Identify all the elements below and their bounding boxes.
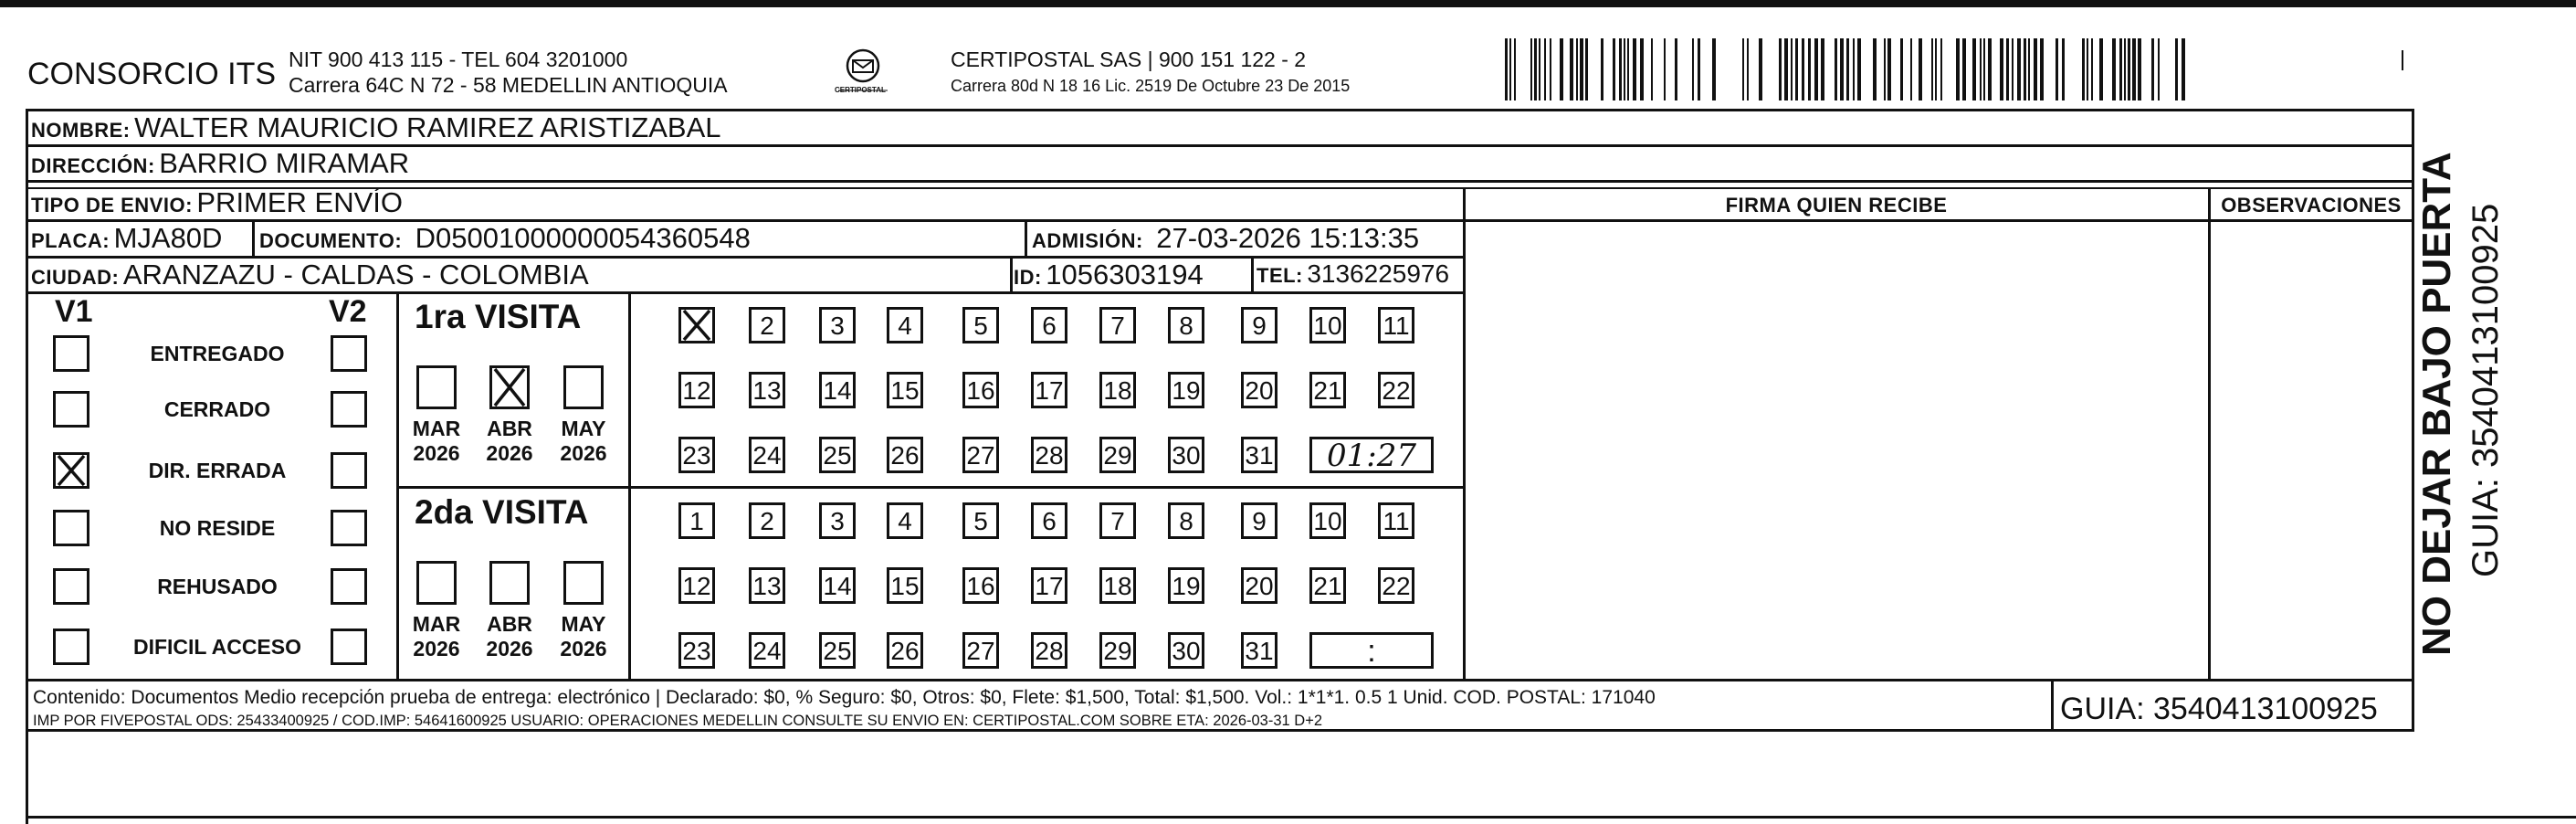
documento-value: D05001000000054360548 (415, 222, 751, 254)
visit-1-day-14[interactable]: 14 (819, 567, 856, 604)
observaciones-header: OBSERVACIONES (2221, 194, 2402, 217)
visit-0-day-8[interactable]: 8 (1168, 307, 1204, 343)
visit-1-day-23[interactable]: 23 (678, 632, 715, 669)
direccion-value: BARRIO MIRAMAR (159, 147, 410, 179)
visit-0-day-3[interactable]: 3 (819, 307, 856, 343)
v2-checkbox-0[interactable] (331, 335, 367, 372)
company-address: Carrera 64C N 72 - 58 MEDELLIN ANTIOQUIA (289, 73, 728, 97)
col-firma-left (1463, 187, 1466, 681)
visit-1-day-22[interactable]: 22 (1378, 567, 1414, 604)
visit-1-day-18[interactable]: 18 (1099, 567, 1136, 604)
visit-1-day-20[interactable]: 20 (1241, 567, 1277, 604)
visit-1-day-19[interactable]: 19 (1168, 567, 1204, 604)
v1-checkbox-0[interactable] (53, 335, 89, 372)
tel-value: 3136225976 (1307, 259, 1450, 288)
documento-label: DOCUMENTO: (259, 229, 403, 252)
visit-0-day-31[interactable]: 31 (1241, 437, 1277, 473)
visit-0-day-6[interactable]: 6 (1031, 307, 1067, 343)
footer-guia-divider (2051, 679, 2054, 732)
company-nit-tel: NIT 900 413 115 - TEL 604 3201000 (289, 48, 628, 71)
id-divider (1010, 256, 1013, 291)
ciudad-value: ARANZAZU - CALDAS - COLOMBIA (122, 259, 589, 291)
visit-1-day-30[interactable]: 30 (1168, 632, 1204, 669)
side-notice: NO DEJAR BAJO PUERTA (2414, 152, 2459, 656)
visit-0-day-17[interactable]: 17 (1031, 372, 1067, 408)
visit-0-day-27[interactable]: 27 (962, 437, 999, 473)
lower-bottom-line (26, 816, 2576, 819)
visit-1-day-16[interactable]: 16 (962, 567, 999, 604)
v2-checkbox-4[interactable] (331, 568, 367, 605)
visit-1-month-label-0: MAR 2026 (412, 612, 461, 660)
visit-0-month-label-2: MAY 2026 (560, 417, 607, 465)
visit-1-day-21[interactable]: 21 (1309, 567, 1346, 604)
status-label-4: REHUSADO (157, 575, 278, 598)
visit-0-day-21[interactable]: 21 (1309, 372, 1346, 408)
visit-0-day-29[interactable]: 29 (1099, 437, 1136, 473)
visit-0-day-24[interactable]: 24 (749, 437, 785, 473)
status-label-3: NO RESIDE (159, 516, 276, 540)
visit-0-day-14[interactable]: 14 (819, 372, 856, 408)
frame-left (26, 109, 28, 732)
admision-label: ADMISIÓN: (1032, 229, 1143, 252)
visit-0-month-checkbox-0[interactable] (416, 365, 457, 409)
direccion-label: DIRECCIÓN: (31, 154, 155, 177)
tipo-envio-label: TIPO DE ENVIO: (31, 194, 193, 217)
logo-caption: CERTIPOSTAL (835, 86, 886, 94)
visit-1-day-26[interactable]: 26 (887, 632, 923, 669)
status-label-1: CERRADO (163, 397, 271, 421)
row-line-6 (26, 291, 1466, 294)
v1-checkbox-4[interactable] (53, 568, 89, 605)
nombre-value: WALTER MAURICIO RAMIREZ ARISTIZABAL (134, 111, 721, 143)
visit-0-day-20[interactable]: 20 (1241, 372, 1277, 408)
visit-0-day-1[interactable] (678, 307, 715, 343)
v1-checkbox-1[interactable] (53, 391, 89, 428)
visit-1-day-29[interactable]: 29 (1099, 632, 1136, 669)
visit-1-day-15[interactable]: 15 (887, 567, 923, 604)
visit-1-day-12[interactable]: 12 (678, 567, 715, 604)
visit-0-day-5[interactable]: 5 (962, 307, 999, 343)
visit-1-day-4[interactable]: 4 (887, 502, 923, 539)
admision-value: 27-03-2026 15:13:35 (1156, 222, 1420, 254)
status-label-5: DIFICIL ACCESO (132, 635, 301, 659)
v1-checkbox-2[interactable] (53, 452, 89, 489)
visit-0-day-26[interactable]: 26 (887, 437, 923, 473)
visit-1-day-5[interactable]: 5 (962, 502, 999, 539)
visit-0-day-23[interactable]: 23 (678, 437, 715, 473)
tipo-envio-value: PRIMER ENVÍO (196, 186, 404, 218)
visit-title-1: 2da VISITA (415, 493, 589, 531)
row-line-7 (26, 679, 2414, 681)
ciudad-label: CIUDAD: (31, 266, 120, 289)
visit-1-day-10[interactable]: 10 (1309, 502, 1346, 539)
visit-0-day-25[interactable]: 25 (819, 437, 856, 473)
visit-0-day-9[interactable]: 9 (1241, 307, 1277, 343)
nombre-label: NOMBRE: (31, 119, 131, 142)
company-name: CONSORCIO ITS (27, 57, 277, 91)
visit-0-day-13[interactable]: 13 (749, 372, 785, 408)
visit-0-time-box[interactable]: 01:27 (1309, 437, 1434, 473)
visit-0-month-checkbox-1[interactable] (489, 365, 530, 409)
visit-1-day-3[interactable]: 3 (819, 502, 856, 539)
placa-divider (252, 219, 255, 256)
visit-0-day-11[interactable]: 11 (1378, 307, 1414, 343)
visit-row-divider (396, 486, 1465, 489)
tel-label: TEL: (1256, 264, 1303, 287)
visit-0-day-15[interactable]: 15 (887, 372, 923, 408)
v1-checkbox-5[interactable] (53, 629, 89, 665)
row-line-2 (26, 180, 2414, 183)
footer-imp: IMP POR FIVEPOSTAL ODS: 25433400925 / COD.IMP: 54641600925 USUARIO: OPERACIONES MEDELLIN CONSULTE SU ENVIO EN: CERTIPOSTAL.COM SOBRE ETA: 2026-03-31 D+2 (33, 713, 1323, 729)
visit-1-day-2[interactable]: 2 (749, 502, 785, 539)
visit-1-month-checkbox-1[interactable] (489, 561, 530, 605)
barcode (1505, 38, 2186, 100)
carrier-license: Carrera 80d N 18 16 Lic. 2519 De Octubre 23 De 2015 (951, 77, 1351, 95)
visit-0-day-10[interactable]: 10 (1309, 307, 1346, 343)
placa-label: PLACA: (31, 229, 110, 252)
visit-1-day-1[interactable]: 1 (678, 502, 715, 539)
visit-1-day-24[interactable]: 24 (749, 632, 785, 669)
v2-checkbox-2[interactable] (331, 452, 367, 489)
visit-1-day-25[interactable]: 25 (819, 632, 856, 669)
visit-1-day-27[interactable]: 27 (962, 632, 999, 669)
v1-label: V1 (55, 294, 93, 329)
visit-0-day-19[interactable]: 19 (1168, 372, 1204, 408)
lower-left-line (26, 732, 28, 824)
visit-0-day-16[interactable]: 16 (962, 372, 999, 408)
visit-1-time-box[interactable]: : (1309, 632, 1434, 669)
top-scan-border (0, 0, 2576, 7)
footer-contenido: Contenido: Documentos Medio recepción prueba de entrega: electrónico | Declarado: $0, % Seguro: $0, Otros: $0, Flete: $1,500, Total: $1,500. Vol.: 1*1*1. 0.5 1 Unid. COD. POSTAL: 171040 (33, 687, 1656, 708)
visit-0-day-18[interactable]: 18 (1099, 372, 1136, 408)
id-label: ID: (1014, 266, 1042, 289)
footer-guia: GUIA: 3540413100925 (2060, 692, 2378, 726)
visit-0-day-4[interactable]: 4 (887, 307, 923, 343)
v1-checkbox-3[interactable] (53, 510, 89, 546)
col-observaciones-left (2208, 187, 2211, 681)
v2-checkbox-1[interactable] (331, 391, 367, 428)
visit-0-month-label-0: MAR 2026 (412, 417, 461, 465)
visit-1-day-17[interactable]: 17 (1031, 567, 1067, 604)
visit-0-day-22[interactable]: 22 (1378, 372, 1414, 408)
visit-1-day-6[interactable]: 6 (1031, 502, 1067, 539)
visit-1-month-label-1: ABR 2026 (486, 612, 533, 660)
scan-tick (2402, 50, 2403, 70)
visit-0-day-28[interactable]: 28 (1031, 437, 1067, 473)
visit-1-day-8[interactable]: 8 (1168, 502, 1204, 539)
visit-1-month-label-2: MAY 2026 (560, 612, 607, 660)
v2-checkbox-3[interactable] (331, 510, 367, 546)
visit-1-day-28[interactable]: 28 (1031, 632, 1067, 669)
visit-1-day-9[interactable]: 9 (1241, 502, 1277, 539)
visit-1-day-7[interactable]: 7 (1099, 502, 1136, 539)
v2-label: V2 (329, 294, 367, 329)
visit-title-0: 1ra VISITA (415, 298, 582, 335)
status-label-0: ENTREGADO (150, 342, 285, 365)
visit-0-month-checkbox-2[interactable] (563, 365, 604, 409)
visit-0-day-30[interactable]: 30 (1168, 437, 1204, 473)
visit-1-month-checkbox-2[interactable] (563, 561, 604, 605)
firma-header: FIRMA QUIEN RECIBE (1725, 194, 1948, 217)
visit-0-day-7[interactable]: 7 (1099, 307, 1136, 343)
visit-divider (628, 291, 631, 679)
visit-0-day-12[interactable]: 12 (678, 372, 715, 408)
admision-divider (1025, 219, 1027, 256)
carrier-name: CERTIPOSTAL SAS | 900 151 122 - 2 (951, 48, 1307, 71)
visit-0-month-label-1: ABR 2026 (486, 417, 533, 465)
v2-checkbox-5[interactable] (331, 629, 367, 665)
status-label-2: DIR. ERRADA (148, 459, 287, 482)
visit-0-day-2[interactable]: 2 (749, 307, 785, 343)
placa-value: MJA80D (113, 222, 223, 254)
visit-1-day-31[interactable]: 31 (1241, 632, 1277, 669)
visit-1-day-13[interactable]: 13 (749, 567, 785, 604)
id-value: 1056303194 (1046, 259, 1204, 291)
tel-divider (1251, 256, 1254, 291)
visit-1-month-checkbox-0[interactable] (416, 561, 457, 605)
visit-1-day-11[interactable]: 11 (1378, 502, 1414, 539)
status-divider (396, 291, 399, 679)
side-guia: GUIA: 3540413100925 (2466, 203, 2506, 577)
